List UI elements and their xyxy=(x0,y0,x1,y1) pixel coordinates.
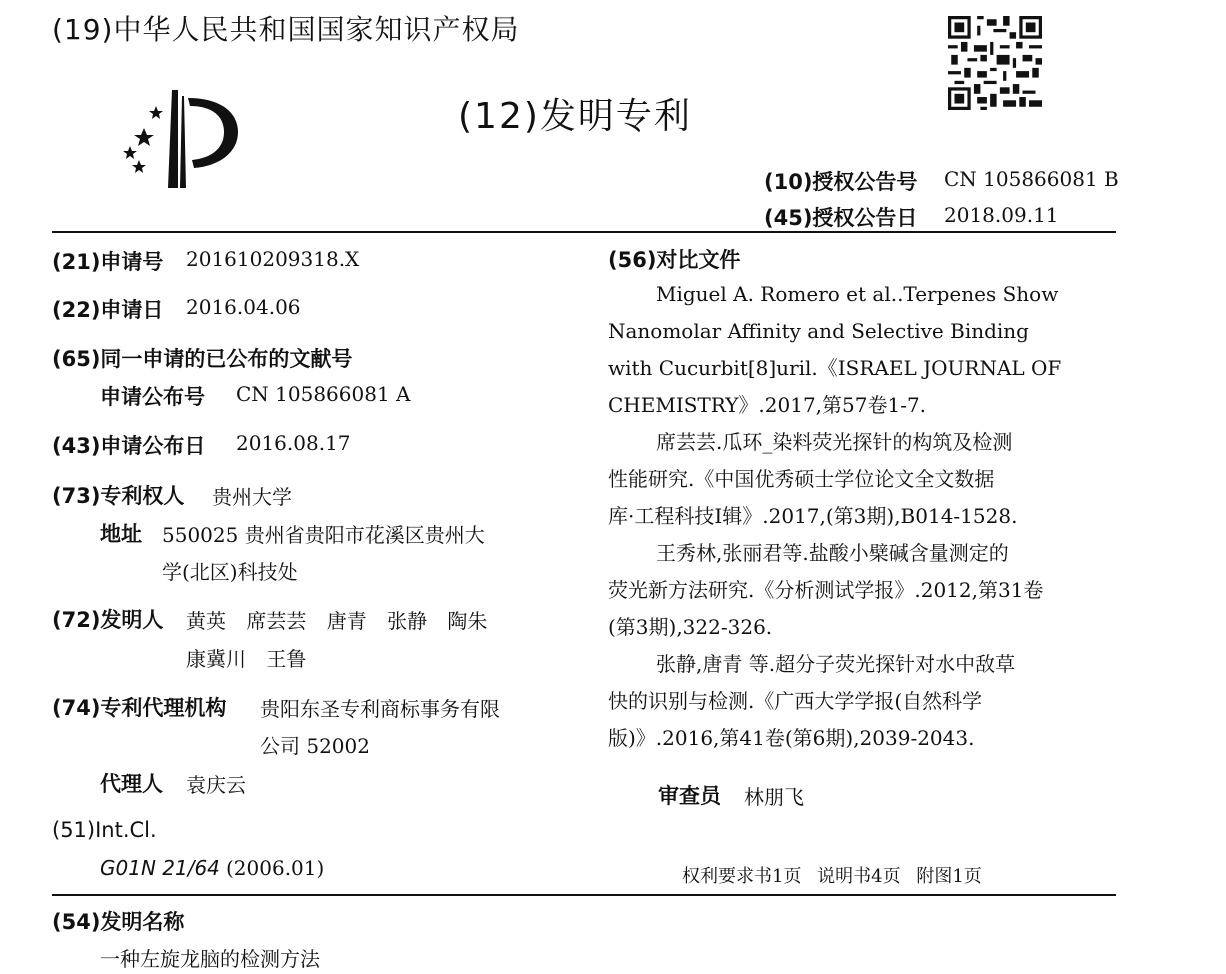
reference-3 xyxy=(608,535,1043,646)
publication-number: CN 105866081 A xyxy=(236,382,411,406)
reference-4 xyxy=(608,646,1015,757)
reference-3-line: (第3期),322-326. xyxy=(608,615,773,639)
cnipa-logo-icon xyxy=(112,88,244,192)
patentee-label: (73)专利权人 xyxy=(52,484,185,508)
application-number-label: (21)申请号 xyxy=(52,250,164,274)
agent: 袁庆云 xyxy=(186,773,246,797)
publication-date-label: (43)申请公布日 xyxy=(52,434,206,458)
agency-label: (74)专利代理机构 xyxy=(52,696,227,720)
reference-4-line: 快的识别与检测.《广西大学学报(自然科学 xyxy=(608,689,983,713)
reference-3-line: 荧光新方法研究.《分析测试学报》.2012,第31卷 xyxy=(608,578,1044,602)
reference-4-line: 版)》.2016,第41卷(第6期),2039-2043. xyxy=(608,726,975,750)
agent-label: 代理人 xyxy=(100,772,163,796)
agency-line-1: 贵阳东圣专利商标事务有限 xyxy=(260,697,500,721)
references-label: (56)对比文件 xyxy=(608,248,741,272)
inventors-line-1: 黄英 席芸芸 唐青 张静 陶朱 xyxy=(186,609,488,633)
grant-date-label: (45)授权公告日 xyxy=(764,206,918,230)
examiner: 林朋飞 xyxy=(744,785,804,809)
grant-number-label: (10)授权公告号 xyxy=(764,170,918,194)
document-type: (12)发明专利 xyxy=(458,96,692,137)
address-line-1: 550025 贵州省贵阳市花溪区贵州大 xyxy=(162,523,485,547)
ipc-code: G01N 21/64 xyxy=(100,856,220,880)
ipc-label: (51)Int.Cl. xyxy=(52,818,157,842)
reference-3-line: 王秀林,张丽君等.盐酸小檗碱含量测定的 xyxy=(656,541,1009,565)
publication-number-label: 申请公布号 xyxy=(100,385,205,409)
reference-2 xyxy=(608,424,1017,535)
agency-line-2: 公司 52002 xyxy=(260,734,370,758)
patentee: 贵州大学 xyxy=(212,485,292,509)
same-application-label: (65)同一申请的已公布的文献号 xyxy=(52,347,353,371)
qr-code-icon xyxy=(948,16,1042,110)
examiner-label: 审查员 xyxy=(658,784,721,808)
inventors-label: (72)发明人 xyxy=(52,608,164,632)
reference-1-line: Nanomolar Affinity and Selective Binding xyxy=(608,319,1029,343)
bottom-divider xyxy=(52,894,1116,896)
invention-title: 一种左旋龙脑的检测方法 xyxy=(100,947,320,971)
reference-2-line: 席芸芸.瓜环_染料荧光探针的构筑及检测 xyxy=(656,430,1013,454)
reference-1-line: with Cucurbit[8]uril.《ISRAEL JOURNAL OF xyxy=(608,356,1062,380)
grant-number: CN 105866081 B xyxy=(944,167,1119,191)
application-date: 2016.04.06 xyxy=(186,295,301,319)
top-divider xyxy=(52,231,1116,233)
reference-1 xyxy=(608,276,1061,424)
page-info: 权利要求书1页 说明书4页 附图1页 xyxy=(682,866,982,887)
application-date-label: (22)申请日 xyxy=(52,298,164,322)
reference-1-line: Miguel A. Romero et al..Terpenes Show xyxy=(656,282,1059,306)
reference-2-line: 库·工程科技I辑》.2017,(第3期),B014-1528. xyxy=(608,504,1018,528)
address-label: 地址 xyxy=(100,522,142,546)
address-line-2: 学(北区)科技处 xyxy=(162,560,298,584)
reference-1-line: CHEMISTRY》.2017,第57卷1-7. xyxy=(608,393,927,417)
application-number: 201610209318.X xyxy=(186,247,360,271)
publication-date: 2016.08.17 xyxy=(236,431,351,455)
reference-2-line: 性能研究.《中国优秀硕士学位论文全文数据 xyxy=(608,467,995,491)
grant-date: 2018.09.11 xyxy=(944,203,1059,227)
reference-4-line: 张静,唐青 等.超分子荧光探针对水中敌草 xyxy=(656,652,1016,676)
office-name: (19)中华人民共和国国家知识产权局 xyxy=(52,13,520,46)
invention-title-label: (54)发明名称 xyxy=(52,910,185,934)
inventors-line-2: 康冀川 王鲁 xyxy=(186,647,307,671)
ipc-year: (2006.01) xyxy=(226,856,325,880)
